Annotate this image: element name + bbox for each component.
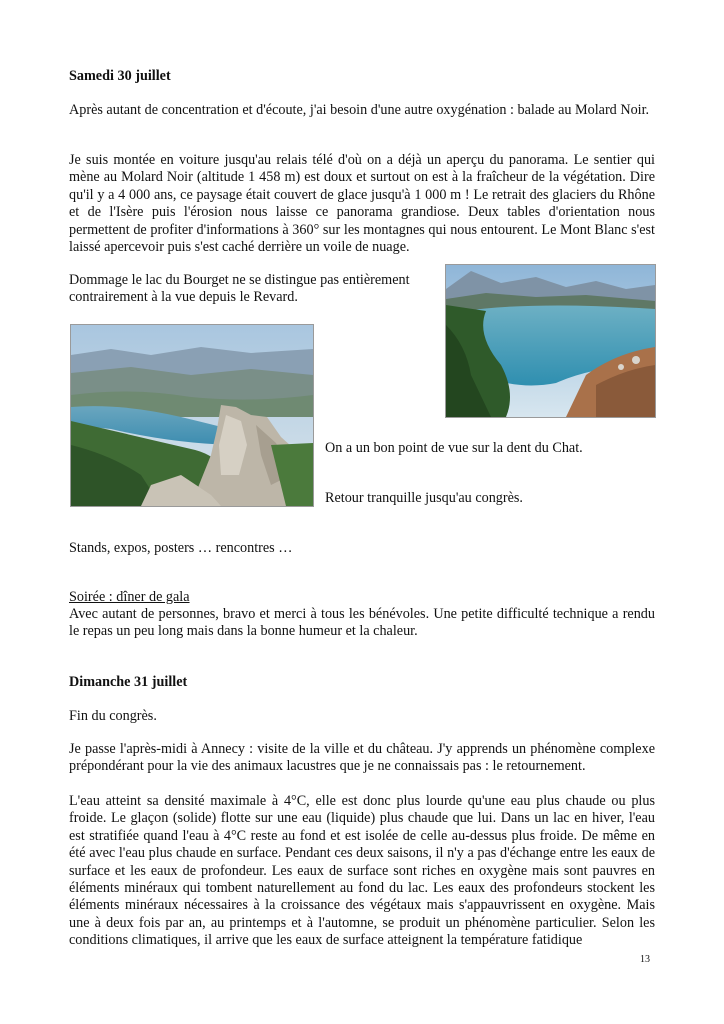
retournement-paragraph: L'eau atteint sa densité maximale à 4°C, elle est donc plus lourde qu'une eau plus chaude ou plus froide. Le glaçon (solide) flotte sur une eau (liquide) plus chaude que lui. Dans un lac en hiver, l'eau est stratifiée quand l'eau à 4°C reste au fond et est isolée de celle au-dessus plus froide. De même en été avec l'eau plus chaude en surface. Pendant ces deux saisons, il n'y a pas d'échange entre les eaux de surface et les eaux de profondeur. Les eaux de surface sont riches en oxygène mais sont pauvres en éléments minéraux qui tombent naturellement au fond du lac. Les eaux des profondeurs stockent les éléments minéraux nécessaires à la croissance des végétaux mais s'appauvrissent en oxygène. Mais une à deux fois par an, au printemps et à l'automne, se produit un phénomène particulier. Selon les conditions climatiques, il arrive que les eaux de surface atteignent la température fatidique: [69, 793, 655, 949]
dent-du-chat-photo: [70, 324, 314, 507]
lake-bourget-photo: [445, 264, 656, 418]
saturday-heading: Samedi 30 juillet: [69, 68, 171, 84]
evening-paragraph: Avec autant de personnes, bravo et merci à tous les bénévoles. Une petite difficulté technique a rendu le repas un peu long mais dans la bonne humeur et la chaleur.: [69, 606, 655, 640]
end-of-congress: Fin du congrès.: [69, 708, 157, 724]
annecy-paragraph: Je passe l'après-midi à Annecy : visite de la ville et du château. J'y apprends un phénomène complexe prépondérant pour la vie des animaux lacustres que je ne connaissais pas : le retournement.: [69, 741, 655, 775]
page-number: 13: [640, 954, 650, 965]
stands-line: Stands, expos, posters … rencontres …: [69, 540, 293, 556]
caption-return: Retour tranquille jusqu'au congrès.: [325, 490, 523, 506]
molard-noir-paragraph: Je suis montée en voiture jusqu'au relais télé d'où on a déjà un aperçu du panorama. Le sentier qui mène au Molard Noir (altitude 1 458 m) est doux et surtout on est à la fraîcheur de la végétation. Dire qu'il y a 4 000 ans, ce paysage était couvert de glace jusqu'à 1 000 m ! Le retrait des glaciers du Rhône et de l'Isère puis l'érosion nous laisse ce panorama grandiose. Deux tables d'orientation nous permettent de profiter d'informations à 360° sur les montagnes qui nous entourent. Le Mont Blanc s'est laissé apercevoir puis s'est caché derrière un voile de nuage.: [69, 152, 655, 256]
saturday-intro: Après autant de concentration et d'écoute, j'ai besoin d'une autre oxygénation : balade au Molard Noir.: [69, 102, 650, 118]
caption-dent-du-chat: On a un bon point de vue sur la dent du Chat.: [325, 440, 583, 456]
lac-bourget-paragraph: Dommage le lac du Bourget ne se distingue pas entièrement contrairement à la vue depuis le Revard.: [69, 272, 410, 306]
evening-title: Soirée : dîner de gala: [69, 589, 190, 605]
sunday-heading: Dimanche 31 juillet: [69, 674, 188, 690]
